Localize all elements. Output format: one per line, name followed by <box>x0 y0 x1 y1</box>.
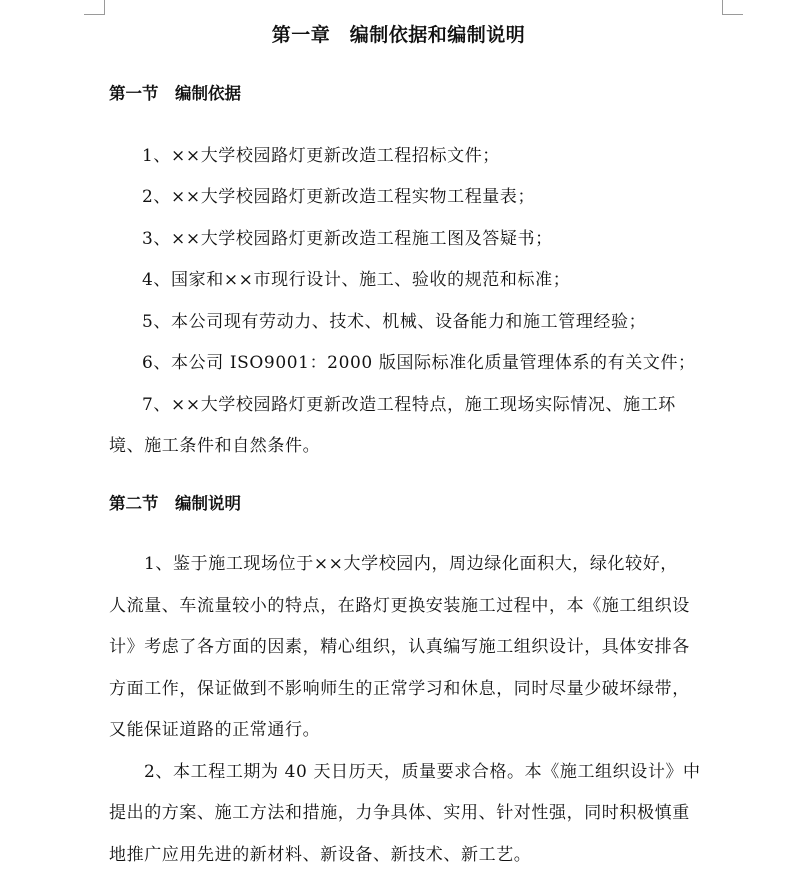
crop-mark-top-right <box>722 0 743 15</box>
basis-item-7-line1: 7、××大学校园路灯更新改造工程特点，施工现场实际情况、施工环 <box>142 395 676 415</box>
notes-para1-line3: 计》考虑了各方面的因素，精心组织，认真编写施工组织设计，具体安排各 <box>109 637 690 657</box>
notes-para2-line1: 2、本工程工期为 40 天日历天，质量要求合格。本《施工组织设计》中 <box>144 762 701 782</box>
notes-para2-line2: 提出的方案、施工方法和措施，力争具体、实用、针对性强，同时积极慎重 <box>109 803 690 823</box>
chapter-title: 第一章 编制依据和编制说明 <box>271 24 526 46</box>
basis-item-1: 1、××大学校园路灯更新改造工程招标文件； <box>142 146 500 166</box>
notes-para1-line2: 人流量、车流量较小的特点，在路灯更换安装施工过程中，本《施工组织设 <box>109 596 690 616</box>
notes-para1-line4: 方面工作，保证做到不影响师生的正常学习和休息，同时尽量少破坏绿带， <box>109 679 690 699</box>
notes-para2-line3: 地推广应用先进的新材料、新设备、新技术、新工艺。 <box>109 845 532 865</box>
notes-para1-line1: 1、鉴于施工现场位于××大学校园内，周边绿化面积大，绿化较好， <box>144 554 678 574</box>
crop-mark-top-left <box>84 0 105 15</box>
basis-item-2: 2、××大学校园路灯更新改造工程实物工程量表； <box>142 187 536 207</box>
basis-item-3: 3、××大学校园路灯更新改造工程施工图及答疑书； <box>142 229 553 249</box>
section-heading-basis: 第一节 编制依据 <box>109 84 241 103</box>
basis-item-5: 5、本公司现有劳动力、技术、机械、设备能力和施工管理经验； <box>142 312 647 332</box>
basis-item-6: 6、本公司 ISO9001：2000 版国际标准化质量管理体系的有关文件； <box>142 353 696 373</box>
basis-item-4: 4、国家和××市现行设计、施工、验收的规范和标准； <box>142 270 571 290</box>
section-heading-notes: 第二节 编制说明 <box>109 494 241 513</box>
notes-para1-line5: 又能保证道路的正常通行。 <box>109 720 321 740</box>
basis-item-7-line2: 境、施工条件和自然条件。 <box>109 436 321 456</box>
